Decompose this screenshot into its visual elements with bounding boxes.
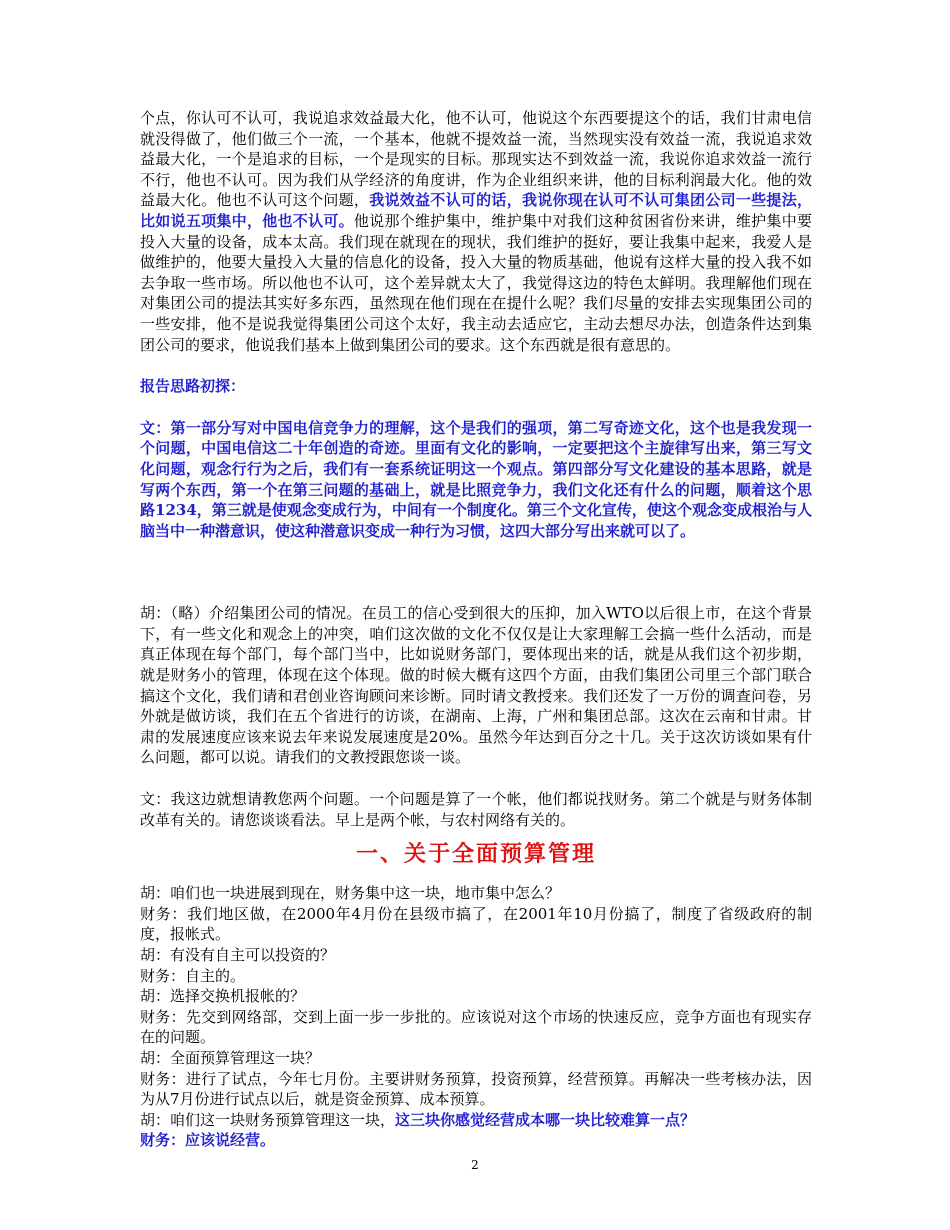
spacer	[140, 541, 812, 603]
highlighted-text: 财务：应该说经营。	[140, 1131, 276, 1150]
dialogue-line	[140, 986, 812, 1007]
dialogue-text: 财务：先交到网络部，交到上面一步一步批的。应该说对这个市场的快速反应，竞争方面也有现实存在的问题。	[140, 1007, 812, 1047]
dialogue-text: 财务：我们地区做，在2000年4月份在县级市搞了，在2001年10月份搞了，制度了省级政府的制度，报帐式。	[140, 904, 812, 944]
dialogue-text: 胡：咱们这一块财务预算管理这一块，	[140, 1110, 396, 1129]
paragraph-text: 他说那个维护集中，维护集中对我们这种贫困省份来讲，维护集中要投入大量的设备，成本太高。我们现在就现在的现状，我们维护的挺好，要让我集中起来，我爱人是做维护的，他要大量投入大量的信息化的设备，投入大量的物质基础，他说有这样大量的投入我不如去争取一些市场。所以他也不认可，这个差异就太大了，我觉得这边的特色太鲜明。我理解他们现在对集团公司的提法其实好多东西，虽然现在他们现在在提什么呢？我们尽量的安排去实现集团公司的一些安排，他不是说我觉得集团公司这个太好，我主动去适应它，主动去想尽办法，创造条件达到集团公司的要求，他说我们基本上做到集团公司的要求。这个东西就是很有意思的。	[140, 211, 812, 354]
dialogue-line	[140, 904, 812, 945]
dialogue-text: 胡：咱们也一块进展到现在，财务集中这一块，地市集中怎么？	[140, 884, 561, 903]
paragraph-hu-introduction: 胡：（略）介绍集团公司的情况。在员工的信心受到很大的压抑，加入WTO以后很上市，在这个背景下，有一些文化和观念上的冲突，咱们这次做的文化不仅仅是让大家理解工会搞一些什么活动，而是真正体现在每个部门，每个部门当中，比如说财务部门，要体现出来的话，就是从我们这个初步期，就是财务小的管理，体现在这个体现。做的时候大概有这四个方面，由我们集团公司里三个部门联合搞这个文化，我们请和君创业咨询顾问来诊断。同时请文教授来。我们还发了一万份的调查问卷，另外就是做访谈，我们在五个省进行的访谈，在湖南、上海，广州和集团总部。这次在云南和甘肃。甘肃的发展速度应该来说去年来说发展速度是20%。虽然今年达到百分之十几。关于这次访谈如果有什么问题，都可以说。请我们的文教授跟您谈一谈。	[140, 604, 812, 767]
dialogue-line	[140, 1069, 812, 1110]
dialogue-line	[140, 945, 812, 966]
paragraph-efficiency-discussion	[140, 108, 812, 355]
dialogue-text: 胡：有没有自主可以投资的？	[140, 946, 336, 964]
dialogue-line	[140, 883, 812, 904]
dialogue-text: 胡：全面预算管理这一块？	[140, 1048, 321, 1067]
dialogue-line	[140, 966, 812, 987]
report-outline-title: 报告思路初探：	[140, 377, 246, 396]
highlighted-text: 我说效益不认可的话，我说你现在认可不认可集团公司一些提法，比如说五项集中，他也不认可。	[140, 191, 812, 230]
dialogue-text: 财务：自主的。	[140, 966, 246, 985]
highlighted-text: 这三块你感觉经营成本哪一块比较难算一点？	[395, 1110, 696, 1129]
dialogue-text: 财务：进行了试点，今年七月份。主要讲财务预算，投资预算，经营预算。再解决一些考核办法，因为从7月份进行试点以后，就是资金预算、成本预算。	[140, 1069, 812, 1109]
spacer	[140, 397, 812, 418]
dialogue-line	[140, 1048, 812, 1069]
section-heading: 一、关于全面预算管理	[355, 841, 596, 868]
spacer	[140, 355, 812, 376]
dialogue-text: 胡：选择交换机报帐的？	[140, 987, 306, 1006]
page-number: 2	[471, 1158, 479, 1172]
dialogue-list	[140, 883, 812, 1151]
page-content	[140, 108, 812, 1151]
dialogue-line	[140, 1007, 812, 1048]
paragraph-wen-question: 文：我这边就想请教您两个问题。一个问题是算了一个帐，他们都说找财务。第二个就是与财务体制改革有关的。请您谈谈看法。早上是两个帐，与农村网络有关的。	[140, 790, 812, 829]
dialogue-line	[140, 1130, 812, 1151]
report-outline-body: 文：第一部分写对中国电信竞争力的理解，这个是我们的强项，第二写奇迹文化，这个也是我发现一个问题，中国电信这二十年创造的奇迹。里面有文化的影响，一定要把这个主旋律写出来，第三写文化问题，观念行行为之后，我们有一套系统证明这一个观点。第四部分写文化建设的基本思路，就是写两个东西，第一个在第三问题的基础上，就是比照竞争力，我们文化还有什么的问题，顺着这个思路1234，第三就是使观念变成行为，中间有一个制度化。第三个文化宣传，使这个观念变成根治与人脑当中一种潜意识，使这种潜意识变成一种行为习惯，这四大部分写出来就可以了。	[140, 418, 812, 540]
paragraph-text: 个点，你认可不认可，我说追求效益最大化，他不认可，他说这个东西要提这个的话，我们甘肃电信就没得做了，他们做三个一流，一个基本，他就不提效益一流，当然现实没有效益一流，我说追求效益最大化，一个是追求的目标，一个是现实的目标。那现实达不到效益一流，我说你追求效益一流行不行，他也不认可。因为我们从学经济的角度讲，作为企业组织来讲，他的目标利润最大化。他的效益最大化。他也不认可这个问题，	[140, 109, 812, 210]
spacer	[140, 768, 812, 789]
dialogue-line	[140, 1110, 812, 1131]
